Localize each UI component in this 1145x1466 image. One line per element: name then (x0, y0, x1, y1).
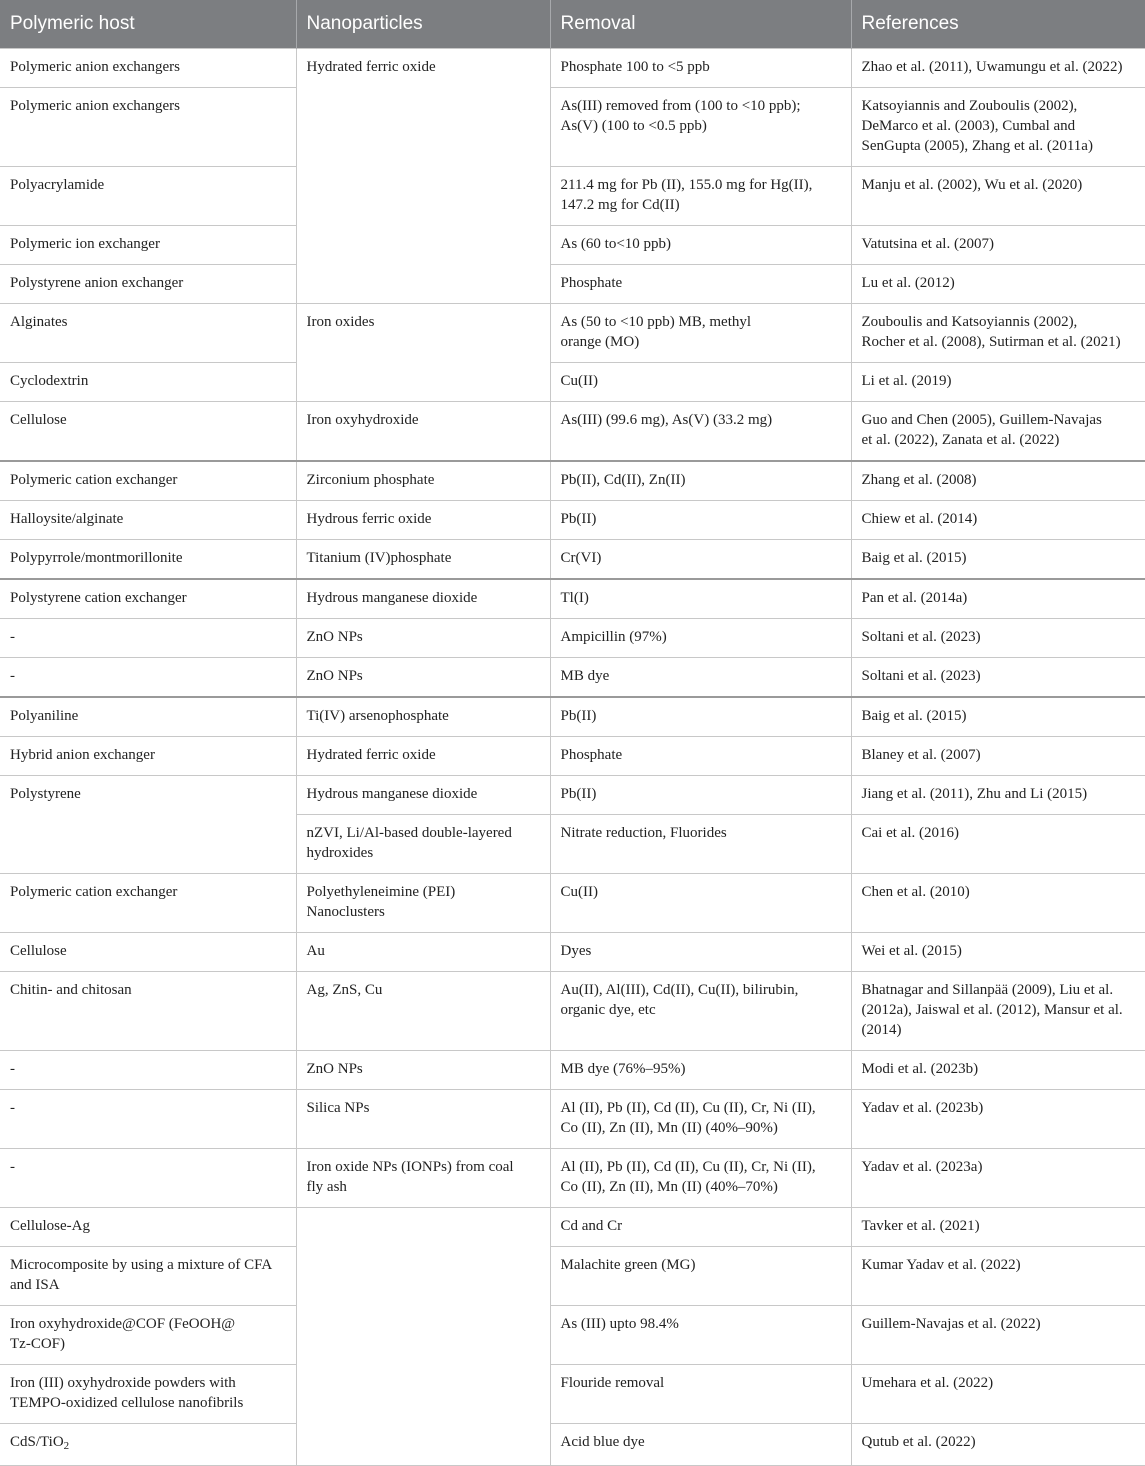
removal-text: Pb(II) (560, 511, 597, 527)
host-cell (0, 1247, 296, 1306)
refs-text: Lu et al. (2012) (861, 275, 955, 291)
host-cell (0, 49, 296, 88)
nano-cell (296, 619, 550, 658)
host-text: Chitin- and chitosan (10, 982, 132, 998)
table-body (0, 49, 1145, 1466)
removal-cell (550, 49, 851, 88)
table-header (0, 0, 1145, 49)
refs-cell (851, 461, 1145, 501)
header-polymeric-host: Polymeric host (0, 0, 296, 49)
table-row (0, 1149, 1145, 1208)
host-text: Alginates (10, 314, 68, 330)
removal-text: Phosphate 100 to <5 ppb (560, 59, 710, 75)
host-cell (0, 619, 296, 658)
refs-text: Chen et al. (2010) (861, 884, 970, 900)
header-references: References (851, 0, 1145, 49)
host-cell (0, 697, 296, 737)
nano-cell (296, 658, 550, 698)
host-cell (0, 1365, 296, 1424)
host-text: Polystyrene anion exchanger (10, 275, 184, 291)
host-cell (0, 972, 296, 1051)
removal-text: Al (II), Pb (II), Cd (II), Cu (II), Cr, Ni (II), Co (II), Zn (II), Mn (II) (40%–70%) (560, 1159, 816, 1195)
nano-cell (296, 1208, 550, 1466)
host-cell (0, 304, 296, 363)
host-cell (0, 540, 296, 580)
host-cell (0, 1208, 296, 1247)
refs-cell (851, 776, 1145, 815)
host-text: Cyclodextrin (10, 373, 89, 389)
nano-text: ZnO NPs (306, 1061, 363, 1077)
host-text: Polymeric ion exchanger (10, 236, 160, 252)
host-cell (0, 88, 296, 167)
refs-cell (851, 933, 1145, 972)
removal-cell (550, 1208, 851, 1247)
removal-text: As (50 to <10 ppb) MB, methyl orange (MO) (560, 314, 752, 350)
table-row (0, 402, 1145, 462)
refs-text: Qutub et al. (2022) (861, 1434, 976, 1450)
removal-cell (550, 461, 851, 501)
refs-text: Cai et al. (2016) (861, 825, 959, 841)
refs-cell (851, 265, 1145, 304)
table-row (0, 737, 1145, 776)
nano-cell (296, 402, 550, 462)
refs-text: Umehara et al. (2022) (861, 1375, 994, 1391)
table-row (0, 265, 1145, 304)
removal-cell (550, 579, 851, 619)
nano-text: nZVI, Li/Al-based double-layered hydroxides (306, 825, 512, 861)
removal-cell (550, 1247, 851, 1306)
nano-cell (296, 874, 550, 933)
nano-text: Ti(IV) arsenophosphate (306, 708, 449, 724)
refs-cell (851, 88, 1145, 167)
host-cell (0, 363, 296, 402)
table-row (0, 619, 1145, 658)
removal-cell (550, 1149, 851, 1208)
removal-cell (550, 167, 851, 226)
removal-text: Cr(VI) (560, 550, 602, 566)
host-text: Cellulose (10, 412, 67, 428)
nano-text: Polyethyleneimine (PEI) Nanoclusters (306, 884, 456, 920)
removal-cell (550, 363, 851, 402)
removal-cell (550, 619, 851, 658)
removal-cell (550, 226, 851, 265)
refs-text: Vatutsina et al. (2007) (861, 236, 994, 252)
table-row (0, 1247, 1145, 1306)
host-cell (0, 167, 296, 226)
nano-text: ZnO NPs (306, 668, 363, 684)
host-subscript: 2 (63, 1440, 70, 1452)
removal-cell (550, 1424, 851, 1466)
refs-cell (851, 363, 1145, 402)
removal-text: Cu(II) (560, 373, 598, 389)
refs-text: Katsoyiannis and Zouboulis (2002), DeMarco et al. (2003), Cumbal and SenGupta (2005), Zhang et al. (2011a) (861, 98, 1093, 154)
host-text: Polymeric anion exchangers (10, 98, 180, 114)
table-row (0, 1424, 1145, 1466)
host-text: Polypyrrole/montmorillonite (10, 550, 183, 566)
nano-cell (296, 1149, 550, 1208)
refs-cell (851, 1208, 1145, 1247)
refs-text: Guo and Chen (2005), Guillem-Navajas et al. (2022), Zanata et al. (2022) (861, 412, 1102, 448)
removal-text: 211.4 mg for Pb (II), 155.0 mg for Hg(II), 147.2 mg for Cd(II) (560, 177, 813, 213)
host-text: Hybrid anion exchanger (10, 747, 155, 763)
refs-cell (851, 226, 1145, 265)
removal-text: Ampicillin (97%) (560, 629, 667, 645)
refs-cell (851, 167, 1145, 226)
refs-cell (851, 619, 1145, 658)
nano-cell (296, 540, 550, 580)
table-row (0, 88, 1145, 167)
removal-cell (550, 1306, 851, 1365)
removal-cell (550, 88, 851, 167)
host-cell (0, 402, 296, 462)
removal-text: Pb(II), Cd(II), Zn(II) (560, 472, 686, 488)
removal-text: As (III) upto 98.4% (560, 1316, 679, 1332)
host-cell (0, 1051, 296, 1090)
removal-text: Acid blue dye (560, 1434, 645, 1450)
table-row (0, 1051, 1145, 1090)
refs-cell (851, 1090, 1145, 1149)
removal-text: Nitrate reduction, Fluorides (560, 825, 727, 841)
removal-cell (550, 1051, 851, 1090)
refs-cell (851, 1365, 1145, 1424)
host-cell (0, 226, 296, 265)
removal-text: As (60 to<10 ppb) (560, 236, 672, 252)
refs-cell (851, 49, 1145, 88)
refs-text: Yadav et al. (2023a) (861, 1159, 983, 1175)
refs-cell (851, 737, 1145, 776)
nano-cell (296, 1090, 550, 1149)
host-text: Polymeric anion exchangers (10, 59, 180, 75)
refs-text: Zhang et al. (2008) (861, 472, 977, 488)
nano-cell (296, 815, 550, 874)
host-text: - (10, 1100, 15, 1116)
table-row (0, 874, 1145, 933)
removal-cell (550, 1365, 851, 1424)
refs-cell (851, 579, 1145, 619)
host-cell (0, 501, 296, 540)
host-cell (0, 776, 296, 874)
host-text: - (10, 668, 15, 684)
removal-cell (550, 933, 851, 972)
refs-text: Bhatnagar and Sillanpää (2009), Liu et al. (2012a), Jaiswal et al. (2012), Mansur et al. (2014) (861, 982, 1123, 1038)
removal-cell (550, 1090, 851, 1149)
refs-text: Pan et al. (2014a) (861, 590, 968, 606)
nano-cell (296, 304, 550, 402)
table-row (0, 167, 1145, 226)
removal-text: As(III) (99.6 mg), As(V) (33.2 mg) (560, 412, 773, 428)
removal-cell (550, 697, 851, 737)
removal-text: Al (II), Pb (II), Cd (II), Cu (II), Cr, Ni (II), Co (II), Zn (II), Mn (II) (40%–90%) (560, 1100, 816, 1136)
host-cell (0, 461, 296, 501)
header-row (0, 0, 1145, 49)
host-cell (0, 265, 296, 304)
host-text: Polyaniline (10, 708, 79, 724)
nano-text: Hydrated ferric oxide (306, 59, 436, 75)
header-nanoparticles: Nanoparticles (296, 0, 550, 49)
table-row (0, 1090, 1145, 1149)
removal-text: Phosphate (560, 275, 623, 291)
refs-text: Soltani et al. (2023) (861, 629, 981, 645)
nano-cell (296, 972, 550, 1051)
nano-text: Ag, ZnS, Cu (306, 982, 383, 998)
refs-cell (851, 501, 1145, 540)
nano-text: Silica NPs (306, 1100, 370, 1116)
nano-cell (296, 49, 550, 304)
nano-text: Zirconium phosphate (306, 472, 435, 488)
nano-text: ZnO NPs (306, 629, 363, 645)
table-row (0, 304, 1145, 363)
host-text: - (10, 1061, 15, 1077)
refs-cell (851, 1424, 1145, 1466)
removal-text: MB dye (560, 668, 610, 684)
refs-cell (851, 658, 1145, 698)
nano-cell (296, 501, 550, 540)
refs-text: Zouboulis and Katsoyiannis (2002), Rocher et al. (2008), Sutirman et al. (2021) (861, 314, 1121, 350)
removal-cell (550, 265, 851, 304)
refs-text: Zhao et al. (2011), Uwamungu et al. (2022) (861, 59, 1123, 75)
nano-text: Hydrated ferric oxide (306, 747, 436, 763)
removal-text: Flouride removal (560, 1375, 665, 1391)
host-text: Microcomposite by using a mixture of CFA and ISA (10, 1257, 273, 1293)
nano-cell (296, 697, 550, 737)
refs-text: Baig et al. (2015) (861, 550, 967, 566)
nano-text: Iron oxide NPs (IONPs) from coal fly ash (306, 1159, 514, 1195)
removal-text: Dyes (560, 943, 592, 959)
host-cell (0, 1306, 296, 1365)
removal-text: Pb(II) (560, 708, 597, 724)
host-cell (0, 1149, 296, 1208)
host-text: - (10, 1159, 15, 1175)
refs-cell (851, 697, 1145, 737)
table-row (0, 579, 1145, 619)
refs-cell (851, 402, 1145, 462)
refs-text: Blaney et al. (2007) (861, 747, 981, 763)
refs-text: Modi et al. (2023b) (861, 1061, 979, 1077)
refs-cell (851, 874, 1145, 933)
nano-cell (296, 933, 550, 972)
table-row (0, 49, 1145, 88)
refs-cell (851, 540, 1145, 580)
nano-text: Hydrous manganese dioxide (306, 590, 478, 606)
host-cell (0, 1424, 296, 1466)
table-row (0, 933, 1145, 972)
host-cell (0, 579, 296, 619)
nano-text: Hydrous manganese dioxide (306, 786, 478, 802)
table-row (0, 363, 1145, 402)
table-row (0, 501, 1145, 540)
nano-text: Hydrous ferric oxide (306, 511, 432, 527)
removal-cell (550, 972, 851, 1051)
nano-text: Au (306, 943, 325, 959)
refs-text: Wei et al. (2015) (861, 943, 962, 959)
table-row (0, 540, 1145, 580)
header-removal: Removal (550, 0, 851, 49)
host-text: CdS/TiO (10, 1434, 64, 1450)
table-row (0, 697, 1145, 737)
refs-cell (851, 972, 1145, 1051)
refs-cell (851, 304, 1145, 363)
removal-text: As(III) removed from (100 to <10 ppb); As(V) (100 to <0.5 ppb) (560, 98, 801, 134)
nano-cell (296, 737, 550, 776)
nano-text: Iron oxyhydroxide (306, 412, 419, 428)
host-cell (0, 874, 296, 933)
table-row (0, 1306, 1145, 1365)
host-cell (0, 737, 296, 776)
refs-text: Kumar Yadav et al. (2022) (861, 1257, 1021, 1273)
removal-cell (550, 304, 851, 363)
removal-cell (550, 737, 851, 776)
refs-text: Tavker et al. (2021) (861, 1218, 980, 1234)
nano-cell (296, 1051, 550, 1090)
removal-text: Phosphate (560, 747, 623, 763)
nano-cell (296, 776, 550, 815)
refs-text: Chiew et al. (2014) (861, 511, 978, 527)
removal-cell (550, 402, 851, 462)
table-row (0, 658, 1145, 698)
removal-cell (550, 540, 851, 580)
removal-cell (550, 658, 851, 698)
host-text: Polyacrylamide (10, 177, 105, 193)
host-text: Polymeric cation exchanger (10, 884, 178, 900)
refs-text: Manju et al. (2002), Wu et al. (2020) (861, 177, 1083, 193)
host-text: Polymeric cation exchanger (10, 472, 178, 488)
refs-cell (851, 1247, 1145, 1306)
table-row (0, 226, 1145, 265)
nano-text: Iron oxides (306, 314, 375, 330)
table-row (0, 1208, 1145, 1247)
table-row (0, 461, 1145, 501)
table-row (0, 1365, 1145, 1424)
removal-text: Pb(II) (560, 786, 597, 802)
host-text: Cellulose (10, 943, 67, 959)
nano-text: Titanium (IV)phosphate (306, 550, 452, 566)
host-text: Cellulose-Ag (10, 1218, 90, 1234)
removal-text: Au(II), Al(III), Cd(II), Cu(II), bilirubin, organic dye, etc (560, 982, 799, 1018)
host-text: Polystyrene (10, 786, 81, 802)
host-cell (0, 658, 296, 698)
host-cell (0, 933, 296, 972)
refs-cell (851, 1149, 1145, 1208)
table-row (0, 972, 1145, 1051)
host-text: Iron oxyhydroxide@COF (FeOOH@ Tz-COF) (10, 1316, 236, 1352)
host-text: Halloysite/alginate (10, 511, 124, 527)
refs-cell (851, 1051, 1145, 1090)
refs-text: Soltani et al. (2023) (861, 668, 981, 684)
refs-text: Yadav et al. (2023b) (861, 1100, 984, 1116)
refs-text: Guillem-Navajas et al. (2022) (861, 1316, 1041, 1332)
removal-cell (550, 874, 851, 933)
removal-cell (550, 501, 851, 540)
refs-text: Jiang et al. (2011), Zhu and Li (2015) (861, 786, 1088, 802)
host-text: Polystyrene cation exchanger (10, 590, 187, 606)
removal-cell (550, 776, 851, 815)
removal-text: MB dye (76%–95%) (560, 1061, 686, 1077)
nano-cell (296, 579, 550, 619)
removal-text: Tl(I) (560, 590, 589, 606)
table-row (0, 776, 1145, 815)
host-cell (0, 1090, 296, 1149)
nano-cell (296, 461, 550, 501)
removal-text: Malachite green (MG) (560, 1257, 696, 1273)
removal-cell (550, 815, 851, 874)
removal-text: Cu(II) (560, 884, 598, 900)
host-text: - (10, 629, 15, 645)
refs-text: Li et al. (2019) (861, 373, 952, 389)
refs-cell (851, 815, 1145, 874)
refs-cell (851, 1306, 1145, 1365)
refs-text: Baig et al. (2015) (861, 708, 967, 724)
removal-text: Cd and Cr (560, 1218, 623, 1234)
host-text: Iron (III) oxyhydroxide powders with TEMPO-oxidized cellulose nanofibrils (10, 1375, 244, 1411)
